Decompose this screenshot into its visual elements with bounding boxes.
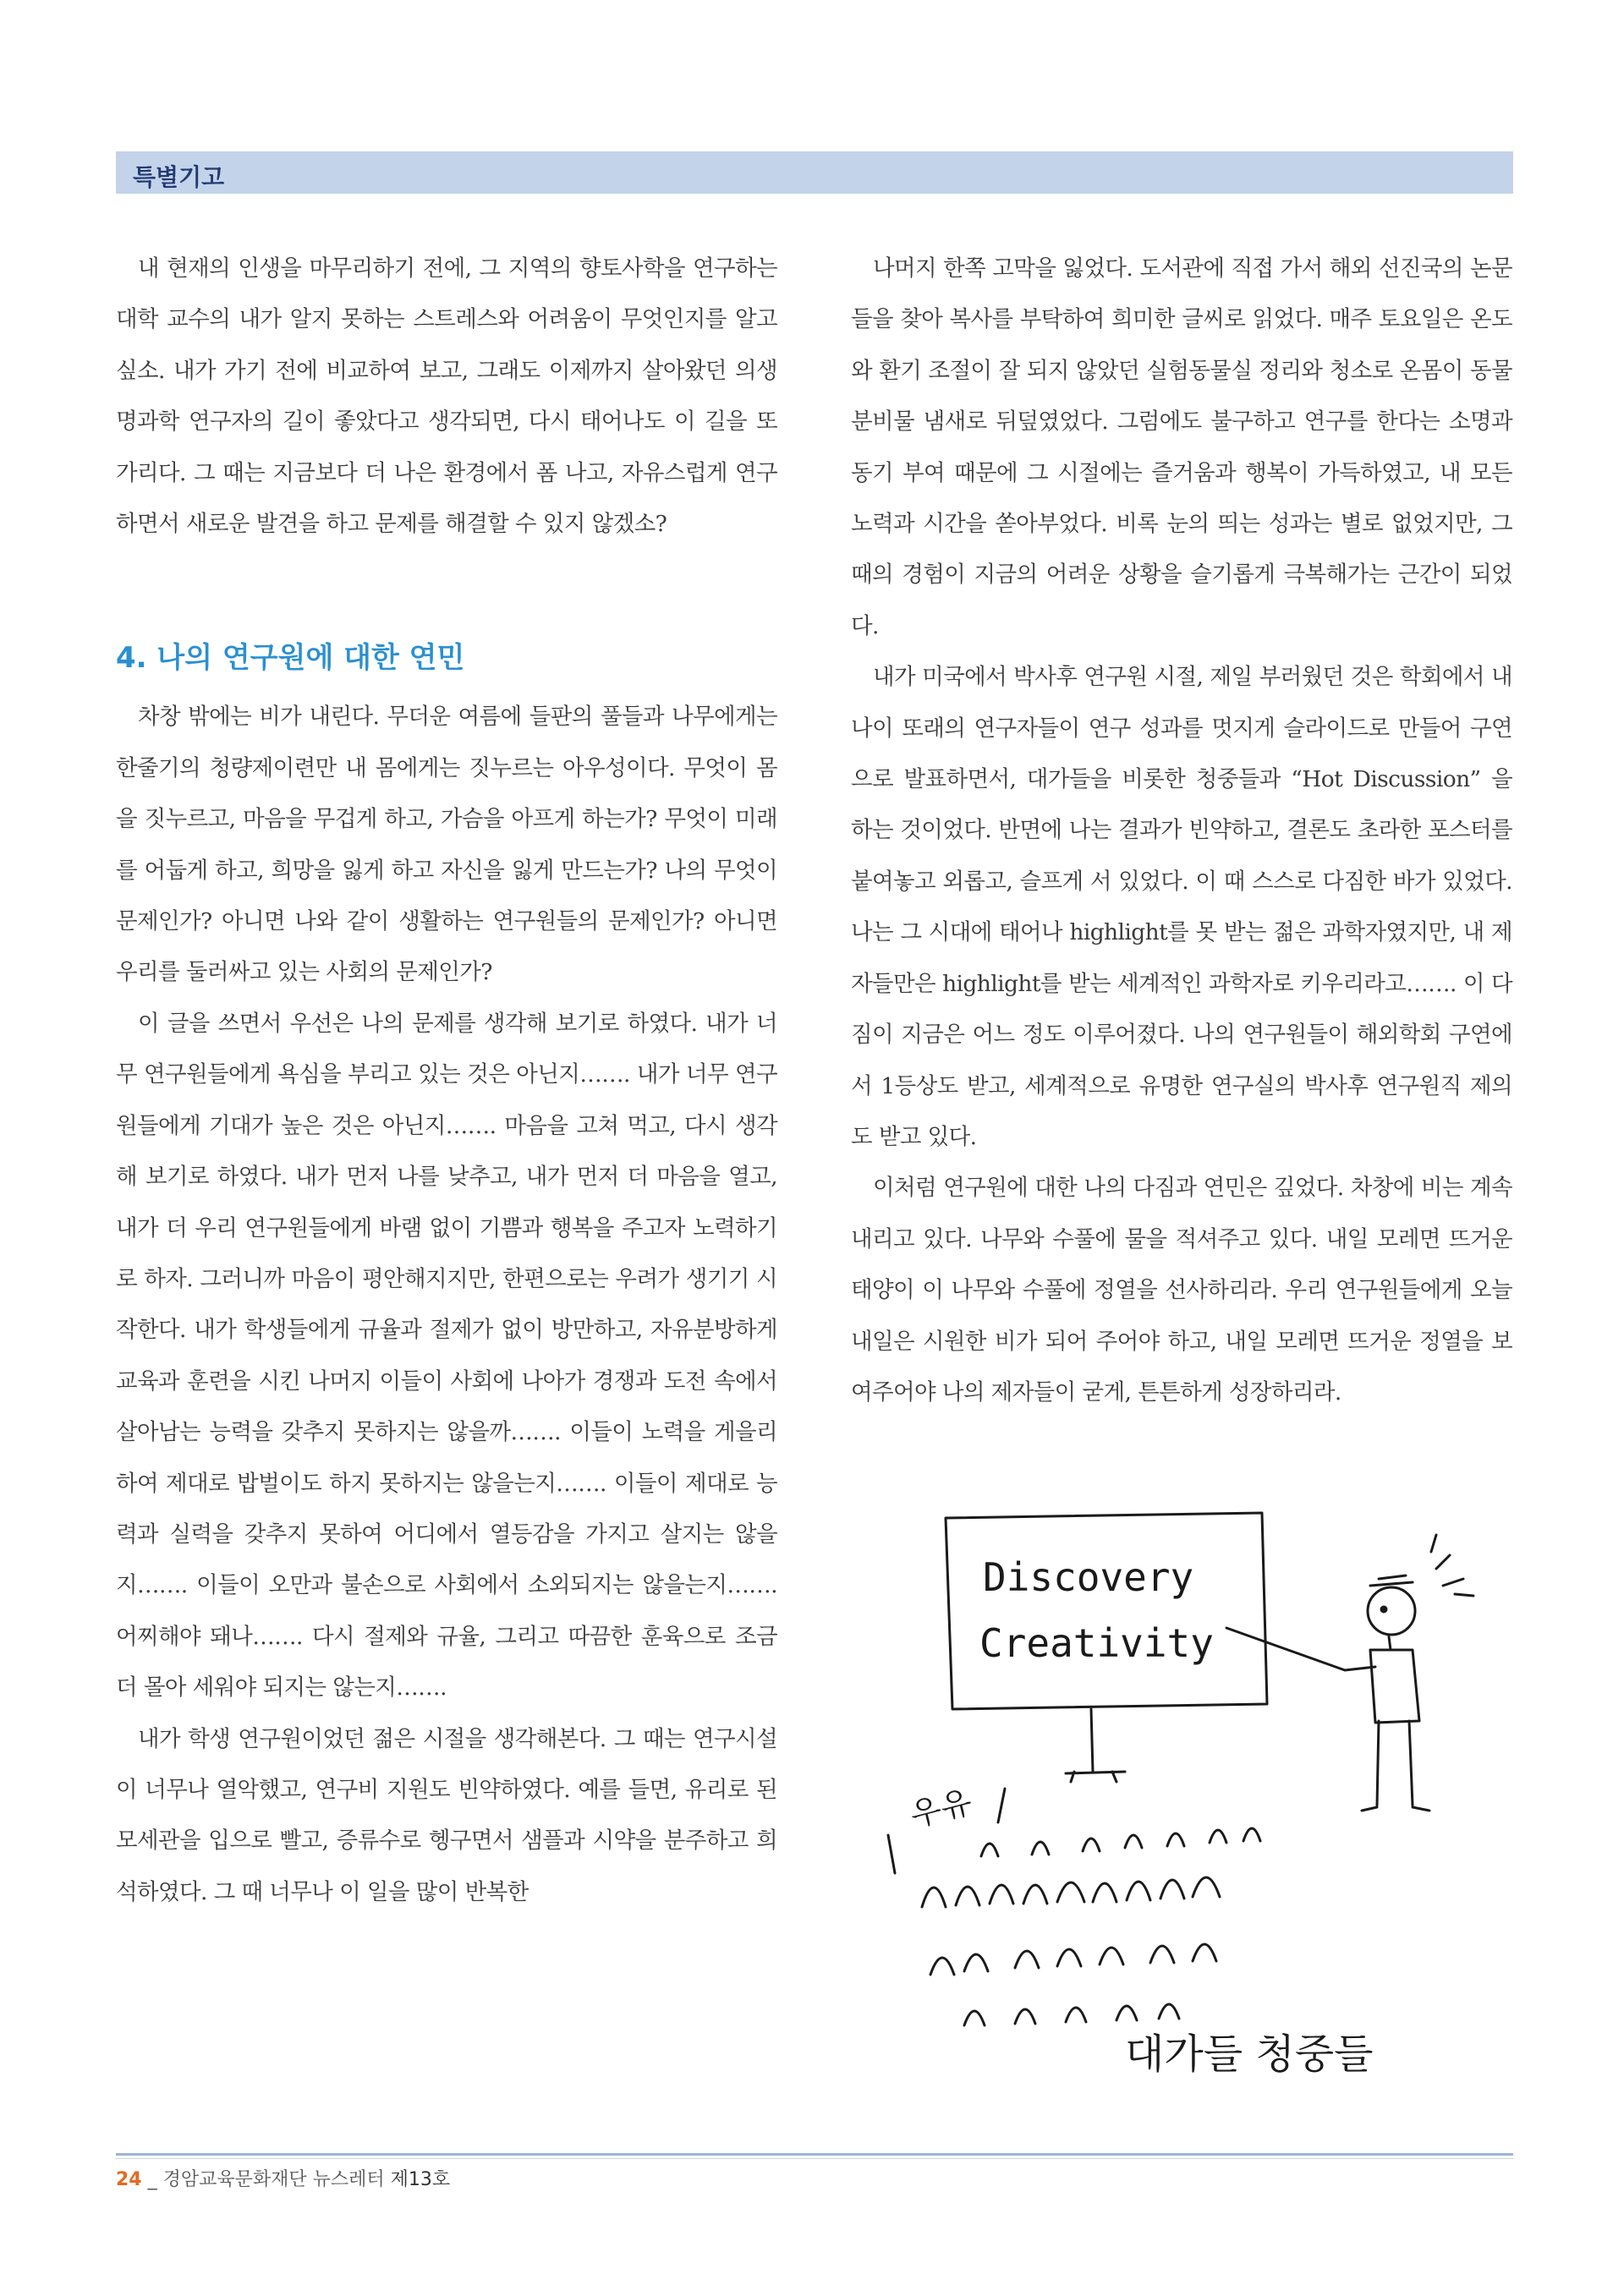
illustration-caption: 대가들 청중들 <box>1125 2030 1374 2078</box>
section-heading: 4. 나의 연구원에 대한 연민 <box>116 641 465 676</box>
body-paragraph: 내가 미국에서 박사후 연구원 시절, 제일 부러웠던 것은 학회에서 내 나이 또래의 연구자들이 연구 성과를 멋지게 슬라이드로 만들어 구연으로 발표하면서, 대가들을 비롯한 청중들과 “Hot Discussion” 을 하는 것이었다. 반면에 나는 결과가 빈약하고, 결론도 초라한 포스터를 붙여놓고 외롭고, 슬프게 서 있었다. 이 때 스스로 다짐한 바가 있었다. 나는 그 시대에 태어나 highlight를 못 받는 젊은 과학자였지만, 내 제자들만은 highlight를 받는 세계적인 과학자로 키우리라고……. 이 다짐이 지금은 어느 정도 이루어졌다. 나의 연구원들이 해외학회 구연에서 1등상도 받고, 세계적으로 유명한 연구실의 박사후 연구원직 제의도 받고 있다. <box>851 664 1512 1150</box>
board-text-creativity: Creativity <box>979 1620 1214 1666</box>
body-paragraph: 나머지 한쪽 고막을 잃었다. 도서관에 직접 가서 해외 선진국의 논문들을 찾아 복사를 부탁하여 희미한 글씨로 읽었다. 매주 토요일은 온도와 환기 조절이 잘 되지 않았던 실험동물실 정리와 청소로 온몸이 동물 분비물 냄새로 뒤덮였었다. 그럼에도 불구하고 연구를 한다는 소명과 동기 부여 때문에 그 시절에는 즐거움과 행복이 가득하였고, 내 모든 노력과 시간을 쏟아부었다. 비록 눈의 띄는 성과는 별로 없었지만, 그 때의 경험이 지금의 어려운 상황을 슬기롭게 극복해가는 근간이 되었다. <box>851 255 1512 639</box>
audience-exclaim: 우유 <box>906 1783 976 1834</box>
section-header-bar <box>116 151 1513 194</box>
publication-name: 경암교육문화재단 뉴스레터 <box>162 2169 385 2190</box>
presentation-board <box>946 1513 1267 1709</box>
page-number: 24 <box>116 2169 142 2190</box>
footer <box>116 2165 450 2191</box>
footer-rule <box>116 2153 1513 2156</box>
footer-rule-thin <box>116 2158 1513 2159</box>
body-paragraph: 이 글을 쓰면서 우선은 나의 문제를 생각해 보기로 하였다. 내가 너무 연구원들에게 욕심을 부리고 있는 것은 아닌지……. 내가 너무 연구원들에게 기대가 높은 것은 아닌지……. 마음을 고쳐 먹고, 다시 생각해 보기로 하였다. 내가 먼저 나를 낮추고, 내가 먼저 더 마음을 열고, 내가 더 우리 연구원들에게 바램 없이 기쁨과 행복을 주고자 노력하기로 하자. 그러니까 마음이 평안해지지만, 한편으로는 우려가 생기기 시작한다. 내가 학생들에게 규율과 절제가 없이 방만하고, 자유분방하게 교육과 훈련을 시킨 나머지 이들이 사회에 나아가 경쟁과 도전 속에서 살아남는 능력을 갖추지 못하지는 않을까……. 이들이 노력을 게을리하여 제대로 밥벌이도 하지 못하지는 않을는지……. 이들이 제대로 능력과 실력을 갖추지 못하여 어디에서 열등감을 가지고 살지는 않을지……. 이들이 오만과 불손으로 사회에서 소외되지는 않을는지……. 어찌해야 돼나……. 다시 절제와 규율, 그리고 따끔한 훈육으로 조금 더 몰아 세워야 되지는 않는지……. <box>116 1010 777 1701</box>
right-column <box>851 244 1512 1418</box>
left-column <box>116 244 777 1918</box>
footer-separator: _ <box>147 2169 157 2190</box>
issue-number: 제13호 <box>390 2169 451 2190</box>
audience-figures <box>922 1828 1260 2025</box>
body-paragraph: 차창 밖에는 비가 내린다. 무더운 여름에 들판의 풀들과 나무에게는 한줄기의 청량제이련만 내 몸에게는 짓누르는 아우성이다. 무엇이 몸을 짓누르고, 마음을 무겁게 하고, 가슴을 아프게 하는가? 무엇이 미래를 어둡게 하고, 희망을 잃게 하고 자신을 잃게 만드는가? 나의 무엇이 문제인가? 아니면 나와 같이 생활하는 연구원들의 문제인가? 아니면 우리를 둘러싸고 있는 사회의 문제인가? <box>116 704 777 986</box>
board-stand <box>1066 1709 1125 1782</box>
lecture-sketch-illustration <box>871 1501 1531 2093</box>
body-paragraph: 내가 학생 연구원이었던 젊은 시절을 생각해본다. 그 때는 연구시설이 너무나 열악했고, 연구비 지원도 빈약하였다. 예를 들면, 유리로 된 모세관을 입으로 빨고, 증류수로 헹구면서 샘플과 시약을 분주하고 희석하였다. 그 때 너무나 이 일을 많이 반복한 <box>116 1725 777 1905</box>
body-paragraph: 이처럼 연구원에 대한 나의 다짐과 연민은 깊었다. 차창에 비는 계속 내리고 있다. 나무와 수풀에 물을 적셔주고 있다. 내일 모레면 뜨거운 태양이 이 나무와 수풀에 정열을 선사하리라. 우리 연구원들에게 오늘 내일은 시원한 비가 되어 주어야 하고, 내일 모레면 뜨거운 정열을 보여주어야 나의 제자들이 굳게, 튼튼하게 성장하리라. <box>851 1175 1512 1406</box>
board-text-discovery: Discovery <box>983 1554 1194 1600</box>
section-label: 특별기고 <box>133 163 225 191</box>
intro-paragraph: 내 현재의 인생을 마무리하기 전에, 그 지역의 향토사학을 연구하는 대학 교수의 내가 알지 못하는 스트레스와 어려움이 무엇인지를 알고 싶소. 내가 가기 전에 비교하여 보고, 그래도 이제까지 살아왔던 의생명과학 연구자의 길이 좋았다고 생각되면, 다시 태어나도 이 길을 또 가리다. 그 때는 지금보다 더 나은 환경에서 폼 나고, 자유스럽게 연구하면서 새로운 발견을 하고 문제를 해결할 수 있지 않겠소? <box>116 255 777 538</box>
